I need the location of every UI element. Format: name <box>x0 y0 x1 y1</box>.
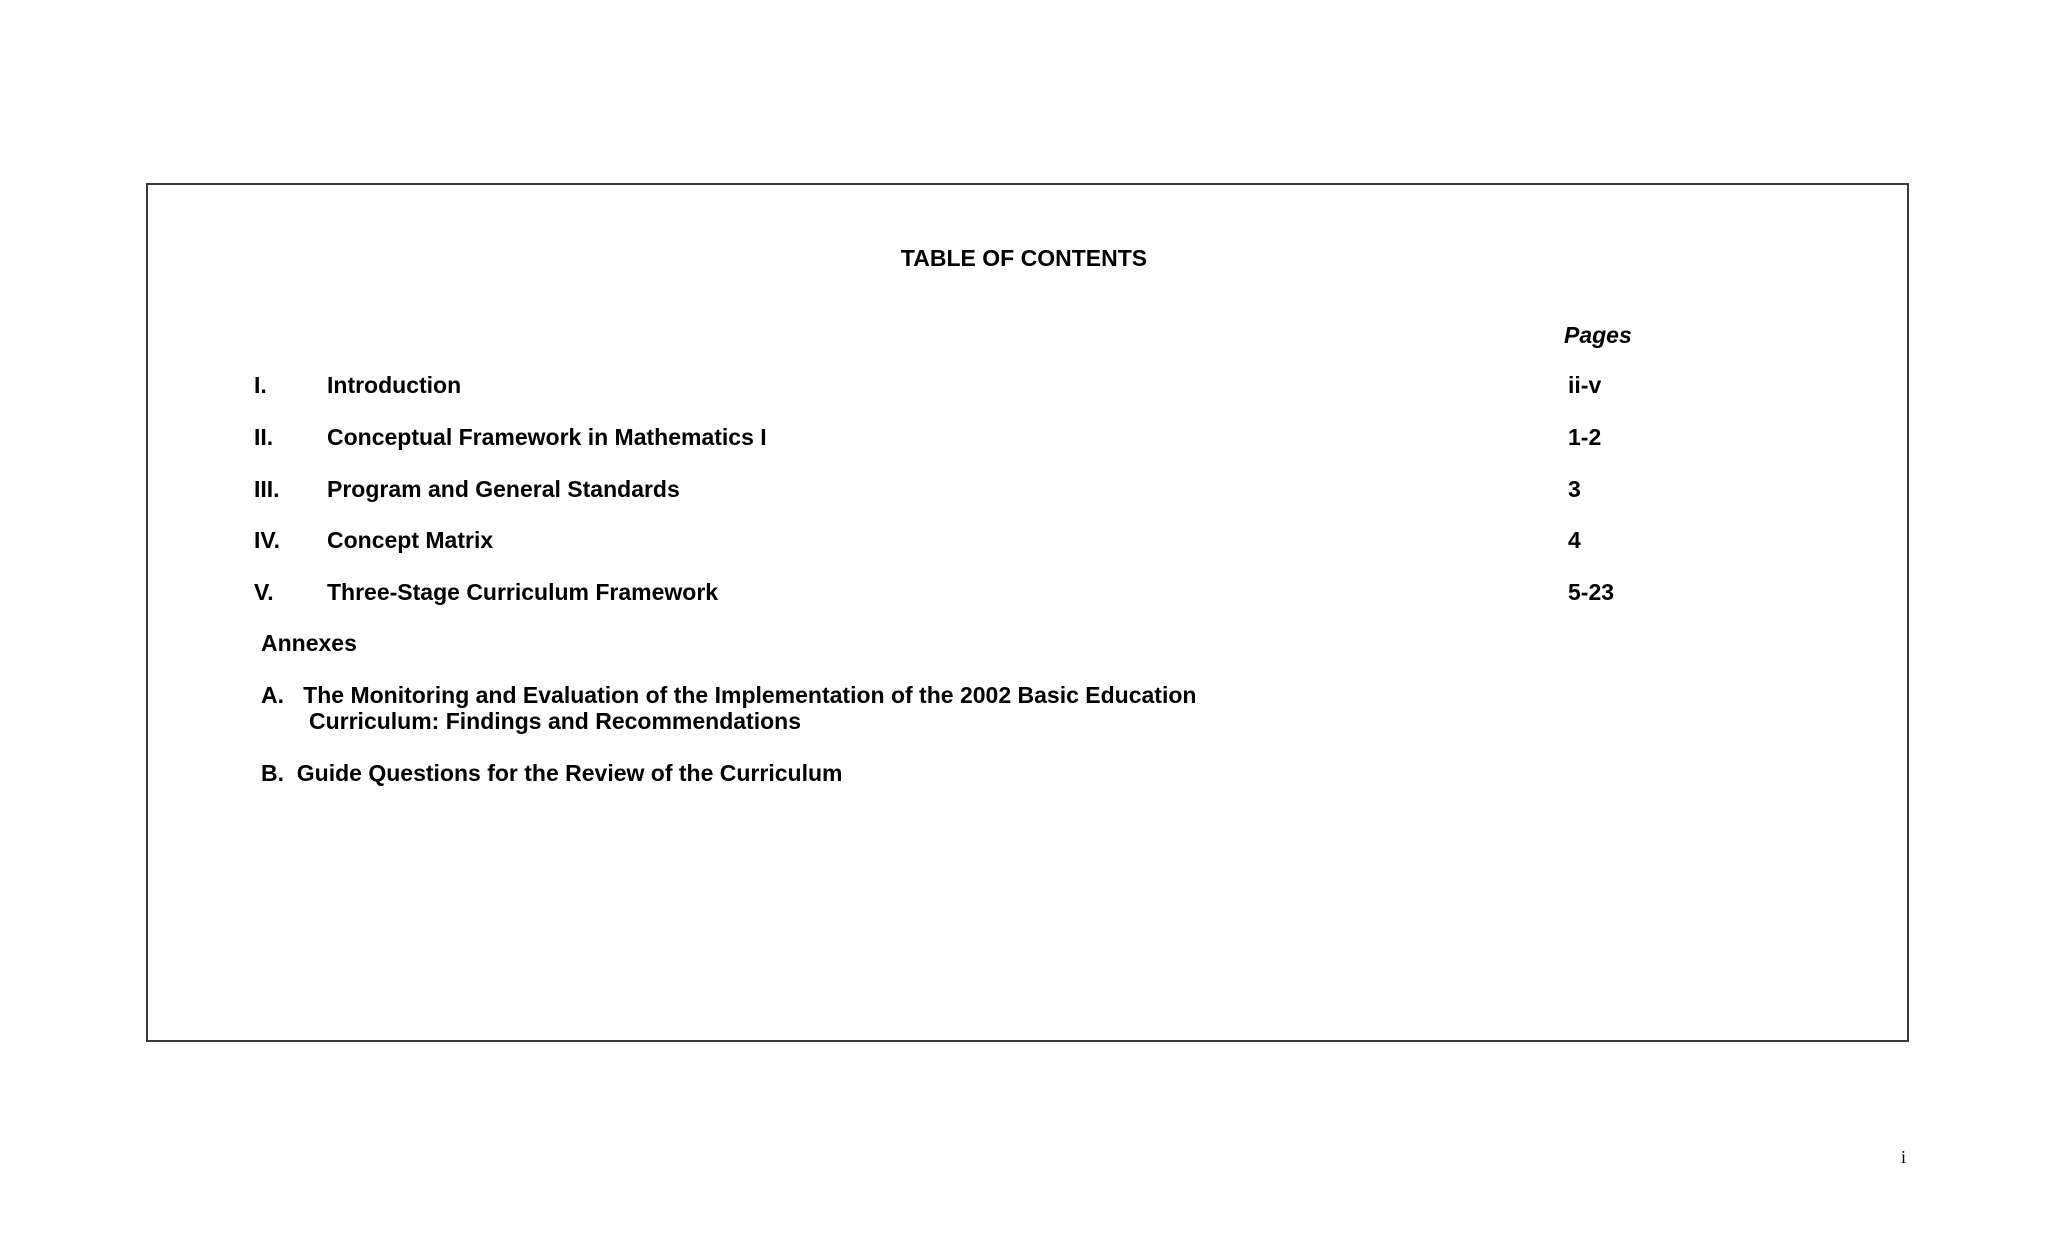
toc-entry-page: ii-v <box>1568 372 1602 398</box>
toc-entry-title: Program and General Standards <box>327 476 680 502</box>
toc-entry-title: Three-Stage Curriculum Framework <box>327 579 719 605</box>
toc-entry-number: IV. <box>254 527 281 553</box>
toc-entry-page: 4 <box>1568 527 1581 553</box>
toc-entry-page: 3 <box>1568 476 1581 502</box>
toc-entry-number: V. <box>254 579 274 605</box>
annex-item-a-line1: A. The Monitoring and Evaluation of the Implementation of the 2002 Basic Education <box>261 682 1197 708</box>
page-number: i <box>1901 1147 1907 1167</box>
toc-entry-number: I. <box>254 372 267 398</box>
toc-entry-number: II. <box>254 424 274 450</box>
toc-entry-title: Conceptual Framework in Mathematics I <box>327 424 767 450</box>
toc-title: TABLE OF CONTENTS <box>900 245 1148 271</box>
toc-entry-title: Introduction <box>327 372 462 398</box>
toc-frame <box>146 183 1909 1042</box>
annexes-heading: Annexes <box>261 630 357 656</box>
toc-entry-page: 1-2 <box>1568 424 1602 450</box>
toc-entry-page: 5-23 <box>1568 579 1615 605</box>
annex-item-b: B. Guide Questions for the Review of the Curriculum <box>261 760 843 786</box>
annex-item-a-line2: Curriculum: Findings and Recommendations <box>309 708 801 734</box>
pages-column-header: Pages <box>1564 322 1632 348</box>
toc-entry-number: III. <box>254 476 280 502</box>
toc-entry-title: Concept Matrix <box>327 527 494 553</box>
